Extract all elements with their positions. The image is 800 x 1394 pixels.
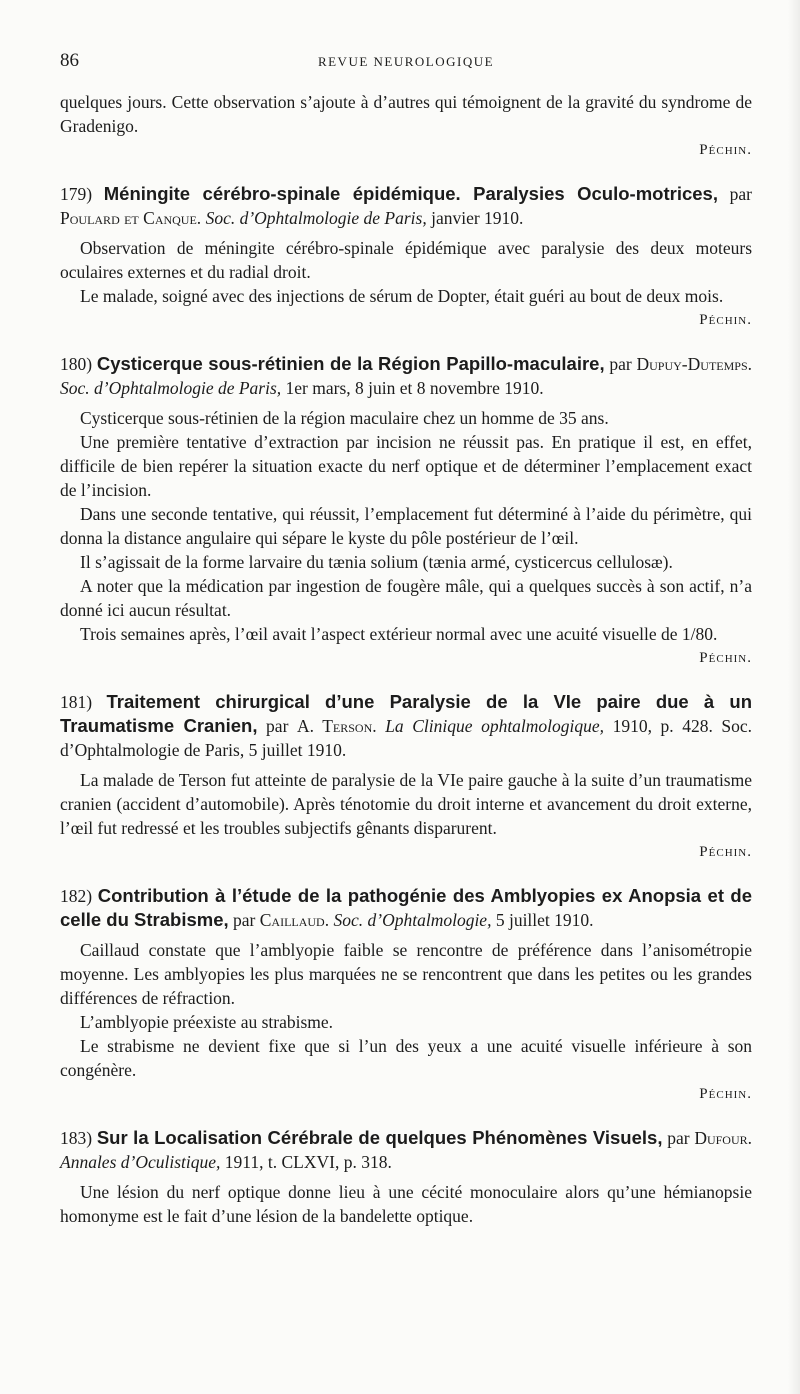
entry-number: 181)	[60, 692, 93, 712]
entry-by: par	[266, 716, 289, 736]
entry-title: Sur la Localisation Cérébrale de quelques Phénomènes Visuels,	[96, 1127, 663, 1148]
entry-source: Soc. d’Ophtalmologie,	[333, 910, 492, 930]
running-head	[60, 50, 752, 78]
entry-paragraph: L’amblyopie préexiste au strabisme.	[80, 1012, 334, 1032]
page-number: 86	[60, 50, 79, 71]
entry-by: par	[609, 354, 632, 374]
entry-number: 183)	[60, 1128, 93, 1148]
entry-by: par	[667, 1128, 690, 1148]
entry-paragraph: Une lésion du nerf optique donne lieu à une cécité monoculaire alors qu’une hémianopsie homonyme est le fait d’une lésion de la bandelette optique.	[60, 1182, 752, 1226]
entry-paragraph: Caillaud constate que l’amblyopie faible se rencontre de préférence dans l’anisométropie moyenne. Les amblyopies les plus marquées ne se rencontrent que dans les petites ou les grandes différences de réfraction.	[60, 940, 752, 1008]
entry-number: 179)	[60, 184, 93, 204]
entry-date: janvier 1910.	[431, 208, 524, 228]
entry-source: Soc. d’Ophtalmologie de Paris,	[60, 378, 282, 398]
entry-paragraph: Il s’agissait de la forme larvaire du tænia solium (tænia armé, cysticercus cellulosæ).	[80, 552, 673, 572]
entry-date: 5 juillet 1910.	[495, 910, 594, 930]
entry-183	[60, 1126, 752, 1228]
entry-heading	[60, 182, 752, 230]
entry-paragraph: Cysticerque sous-rétinien de la région maculaire chez un homme de 35 ans.	[80, 408, 609, 428]
entry-date: 1er mars, 8 juin et 8 novembre 1910.	[285, 378, 544, 398]
page	[60, 50, 752, 1228]
intro-text: quelques jours. Cette observation s’ajoute à d’autres qui témoignent de la gravité du syndrome de Gradenigo.	[60, 92, 752, 136]
entry-authors: A. Terson.	[296, 716, 377, 736]
entry-heading	[60, 352, 752, 400]
entry-authors: Dupuy-Dutemps.	[636, 354, 752, 374]
entry-date: 1911, t. CLXVI, p. 318.	[224, 1152, 392, 1172]
entry-paragraph: Trois semaines après, l’œil avait l’aspect extérieur normal avec une acuité visuelle de 1/80.	[80, 624, 718, 644]
entry-authors: Caillaud.	[259, 910, 330, 930]
entry-by: par	[729, 184, 753, 204]
entry-heading	[60, 884, 752, 932]
entry-source: Annales d’Oculistique,	[60, 1152, 221, 1172]
entry-182	[60, 884, 752, 1106]
entry-180	[60, 352, 752, 670]
entry-paragraph: A noter que la médication par ingestion de fougère mâle, qui a quelques succès à son actif, n’a donné ici aucun résultat.	[60, 576, 752, 620]
entry-number: 180)	[60, 354, 93, 374]
entry-number: 182)	[60, 886, 93, 906]
entry-authors: Poulard et Canque.	[60, 208, 202, 228]
entry-paragraph: Une première tentative d’extraction par incision ne réussit pas. En pratique il est, en effet, difficile de bien repérer la situation exacte du nerf optique et de déterminer l’emplacement exact de l’incision.	[60, 432, 752, 500]
entry-title: Méningite cérébro-spinale épidémique. Paralysies Oculo-motrices,	[103, 183, 718, 204]
entry-title: Traitement chirurgical d’une Paralysie de la VIe paire due à un Traumatisme Cranien,	[60, 691, 753, 736]
entry-signature: Péchin.	[699, 312, 752, 328]
entry-heading	[60, 690, 752, 762]
entry-by: par	[233, 910, 256, 930]
entry-authors: Dufour.	[694, 1128, 753, 1148]
journal-title: REVUE NEUROLOGIQUE	[317, 54, 495, 69]
entry-source: La Clinique ophtalmologique,	[385, 716, 605, 736]
entry-paragraph: Le strabisme ne devient fixe que si l’un des yeux a une acuité visuelle inférieure à son congénère.	[60, 1036, 752, 1080]
entry-source: Soc. d’Ophtalmologie de Paris,	[205, 208, 427, 228]
page-edge-shadow	[788, 0, 800, 1394]
entry-signature: Péchin.	[699, 1086, 752, 1102]
intro-signature: Péchin.	[699, 142, 752, 158]
entry-signature: Péchin.	[699, 844, 752, 860]
entry-paragraph: Observation de méningite cérébro-spinale épidémique avec paralysie des deux moteurs oculaires externes et du radial droit.	[60, 238, 752, 282]
entry-heading	[60, 1126, 752, 1174]
entry-date: 1910, p. 428. Soc. d’Ophtalmologie de Paris, 5 juillet 1910.	[60, 716, 753, 760]
entry-title: Contribution à l’étude de la pathogénie des Amblyopies ex Anopsia et de celle du Strabisme,	[60, 885, 753, 930]
entry-paragraph: La malade de Terson fut atteinte de paralysie de la VIe paire gauche à la suite d’un traumatisme cranien (accident d’automobile). Après ténotomie du droit interne et avancement du droit externe, l’œil fut redressé et les troubles subjectifs gênants disparurent.	[60, 770, 752, 838]
entry-paragraph: Dans une seconde tentative, qui réussit, l’emplacement fut déterminé à l’aide du périmètre, qui donna la distance angulaire qui sépare le kyste du pôle postérieur de l’œil.	[60, 504, 752, 548]
entry-179	[60, 182, 752, 332]
entry-paragraph: Le malade, soigné avec des injections de sérum de Dopter, était guéri au bout de deux mois.	[80, 286, 724, 306]
entry-title: Cysticerque sous-rétinien de la Région Papillo-maculaire,	[96, 353, 605, 374]
entry-181	[60, 690, 752, 864]
entry-signature: Péchin.	[699, 650, 752, 666]
